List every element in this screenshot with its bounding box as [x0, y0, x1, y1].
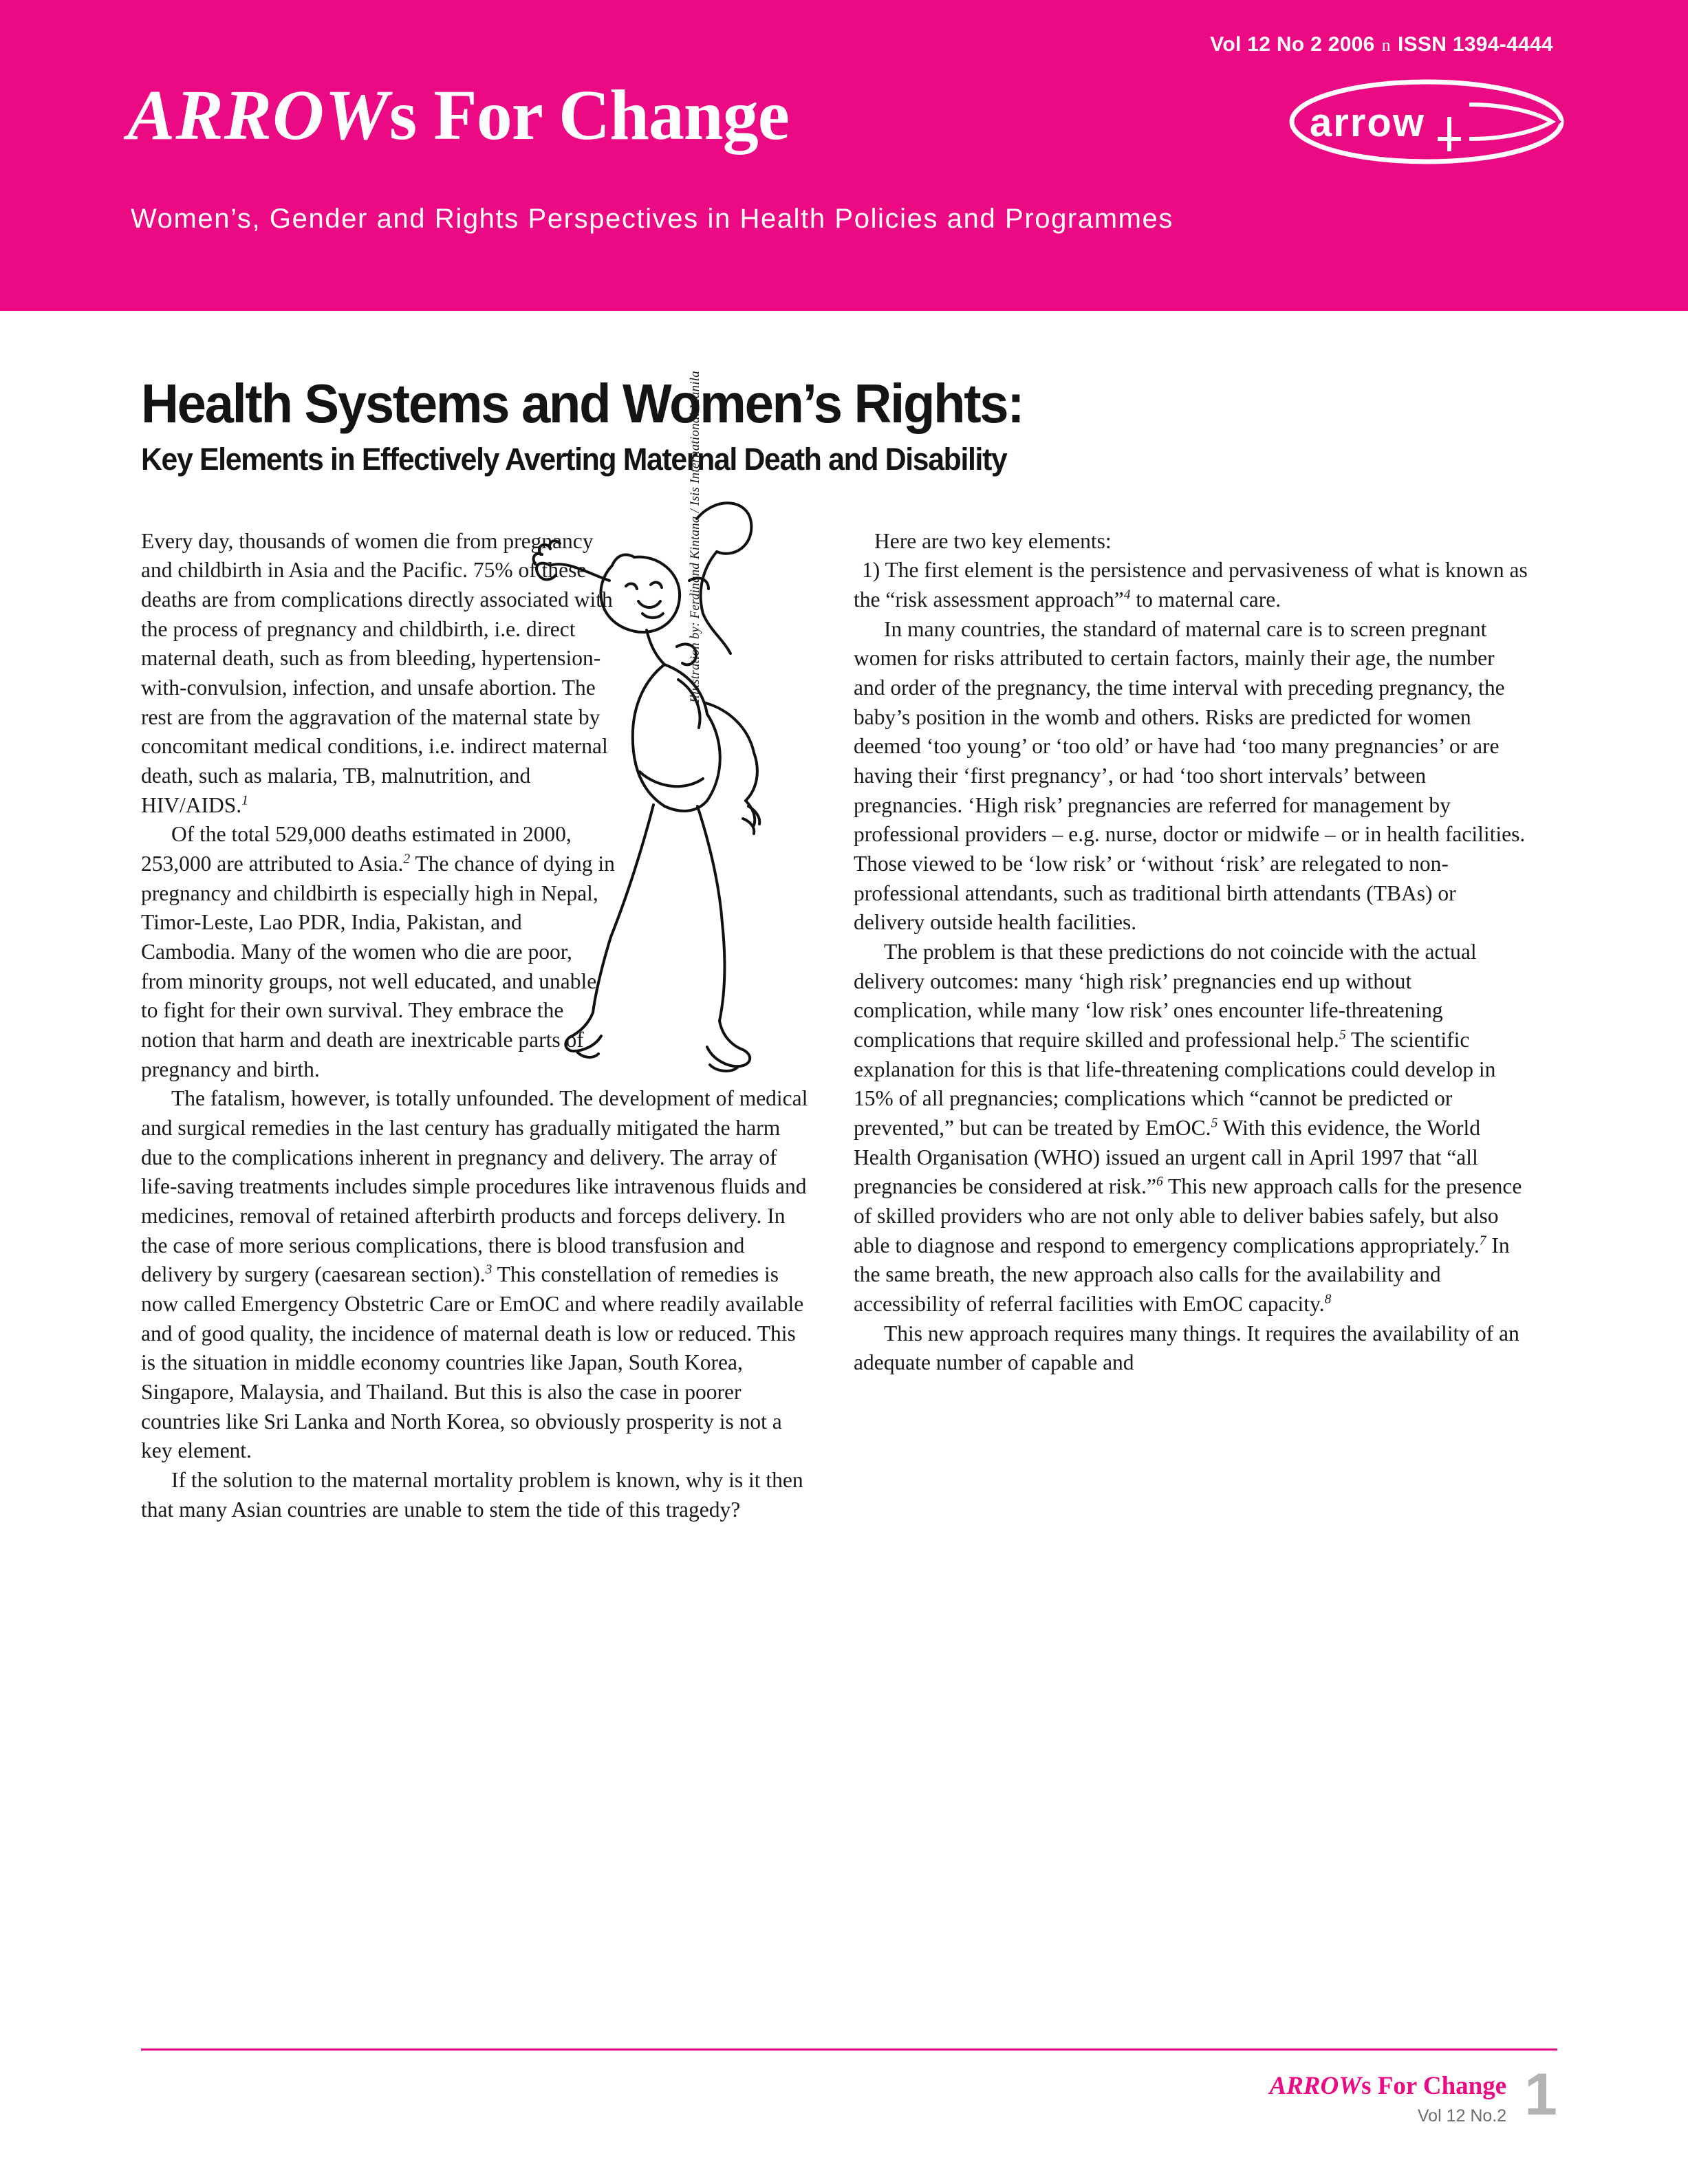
publication-title-arrow: ARROW	[127, 76, 389, 155]
paragraph	[141, 820, 616, 1084]
footer-brand-block	[1269, 2068, 1506, 2126]
paragraph	[141, 1466, 815, 1524]
left-text-column	[141, 527, 815, 1525]
footer-divider	[141, 2048, 1557, 2051]
paragraph-text-continued: to maternal care.	[1136, 587, 1281, 612]
footnote-ref: 2	[403, 852, 411, 867]
page-number: 1	[1524, 2062, 1557, 2128]
footnote-ref: 4	[1123, 587, 1131, 603]
paragraph-text-continued: The scientific explanation for this is that life-threatening complications could develop in 15% of all pregnancies; complications which “cannot be predicted or prevented,” but can be treated by EmOC.	[854, 1028, 1496, 1140]
paragraph-text: In many countries, the standard of maternal care is to screen pregnant women for risks attributed to certain factors, mainly their age, the number and order of the pregnancy, the time interval with preceding pregnancy, the baby’s position in the womb and others. Risks are predicted for women deemed ‘too young’ or ‘too old’ or have had ‘too many pregnancies’ or are having their ‘first pregnancy’, or had ‘too short intervals’ between pregnancies. ‘High risk’ pregnancies are referred for management by professional providers – e.g. nurse, doctor or midwife – or in health facilities. Those viewed to be ‘low risk’ or ‘without ‘risk’ are relegated to non-professional attendants, such as traditional birth attendants (TBAs) or delivery outside health facilities.	[854, 616, 1526, 935]
footnote-ref: 5	[1211, 1116, 1218, 1131]
footer-issue: Vol 12 No.2	[1417, 2106, 1507, 2126]
page-footer	[141, 2048, 1557, 2126]
footer-brand-arrow: ARROW	[1269, 2072, 1362, 2100]
publication-subtitle: Women’s, Gender and Rights Perspectives in Health Policies and Programmes	[131, 204, 1173, 234]
publication-title-rest: s For Change	[389, 76, 789, 155]
article-header	[0, 311, 1688, 476]
paragraph-text: Here are two key elements:	[874, 528, 1112, 553]
issn-number: ISSN 1394-4444	[1397, 33, 1553, 56]
illustration-credit: Illustration by: Ferdinand Kintana / Isis International Manila	[688, 370, 702, 703]
footnote-ref: 3	[485, 1262, 493, 1277]
footer-brand	[1269, 2071, 1506, 2101]
list-item-number: 1)	[862, 558, 880, 583]
article-subtitle: Key Elements in Effectively Averting Maternal Death and Disability	[141, 442, 1007, 477]
right-text-column	[854, 527, 1528, 1525]
footnote-ref: 1	[241, 793, 248, 808]
arrow-logo-icon	[1289, 77, 1564, 166]
paragraph-text-continued: This new approach calls for the presence of skilled providers who are not only able to deliver babies safely, but also able to diagnose and respond to emergency complications appropriately.	[854, 1174, 1522, 1257]
paragraph-text: The first element is the persistence and pervasiveness of what is known as the “risk assessment approach”	[854, 558, 1528, 612]
svg-text:arrow: arrow	[1310, 100, 1425, 145]
paragraph-text-continued: In the same breath, the new approach also calls for the availability and accessibility of referral facilities with EmOC capacity.	[854, 1233, 1510, 1317]
issue-info	[1210, 33, 1553, 56]
paragraph-text: If the solution to the maternal mortality problem is known, why is it then that many Asian countries are unable to stem the tide of this tragedy?	[141, 1468, 803, 1522]
paragraph	[141, 1084, 815, 1466]
paragraph-text: The problem is that these predictions do not coincide with the actual delivery outcomes: many ‘high risk’ pregnancies end up without complication, while many ‘low risk’ ones encounter life-threatening complications that require skilled and professional help.	[854, 940, 1477, 1052]
paragraph-text: Every day, thousands of women die from pregnancy and childbirth in Asia and the Pacific. 75% of these deaths are from complications directly associated with the process of pregnancy and childbirth, i.e. direct maternal death, such as from bleeding, hypertension-with-convulsion, infection, and unsafe abortion. The rest are from the aggravation of the maternal state by concomitant medical conditions, i.e. indirect maternal death, such as malaria, TB, malnutrition, and HIV/AIDS.	[141, 528, 613, 817]
paragraph	[854, 938, 1528, 1319]
paragraph	[854, 556, 1528, 614]
paragraph-text: Of the total 529,000 deaths estimated in 2000, 253,000 are attributed to Asia.	[141, 822, 572, 876]
paragraph-text: The fatalism, however, is totally unfounded. The development of medical and surgical remedies in the last century has gradually mitigated the harm due to the complications inherent in pregnancy and delivery. The array of life-saving treatments includes simple procedures like intravenous fluids and medicines, removal of retained afterbirth products and forceps delivery. In the case of more serious complications, there is blood transfusion and delivery by surgery (caesarean section).	[141, 1086, 808, 1287]
paragraph-text: This new approach requires many things. It requires the availability of an adequate number of capable and	[854, 1321, 1519, 1375]
paragraph	[141, 527, 616, 821]
footnote-ref: 5	[1339, 1028, 1346, 1043]
masthead-banner	[0, 0, 1688, 311]
footnote-ref: 8	[1324, 1292, 1332, 1307]
issue-volume: Vol 12 No 2 2006	[1210, 33, 1375, 56]
paragraph	[854, 527, 1528, 556]
paragraph	[854, 1319, 1528, 1378]
footnote-ref: 7	[1479, 1233, 1486, 1248]
article-title: Health Systems and Women’s Rights:	[141, 373, 1024, 434]
paragraph-text-continued: The chance of dying in pregnancy and childbirth is especially high in Nepal, Timor-Leste, Lao PDR, India, Pakistan, and Cambodia. Many of the women who die are poor, from minority groups, not well educated, and unable to fight for their own survival. They embrace the notion that harm and death are inextricable parts of pregnancy and birth.	[141, 852, 615, 1081]
publication-title	[127, 74, 789, 156]
paragraph-text-continued: This constellation of remedies is now called Emergency Obstetric Care or EmOC and where readily available and of good quality, the incidence of maternal death is low or reduced. This is the situation in middle economy countries like Japan, South Korea, Singapore, Malaysia, and Thailand. But this is also the case in poorer countries like Sri Lanka and North Korea, so obviously prosperity is not a key element.	[141, 1262, 804, 1463]
paragraph-text-continued: With this evidence, the World Health Organisation (WHO) issued an urgent call in April 1997 that “all pregnancies be considered at risk.”	[854, 1116, 1481, 1199]
footer-brand-rest: s For Change	[1361, 2072, 1507, 2100]
issue-separator: n	[1381, 35, 1391, 55]
paragraph	[854, 615, 1528, 938]
footnote-ref: 6	[1156, 1174, 1163, 1189]
